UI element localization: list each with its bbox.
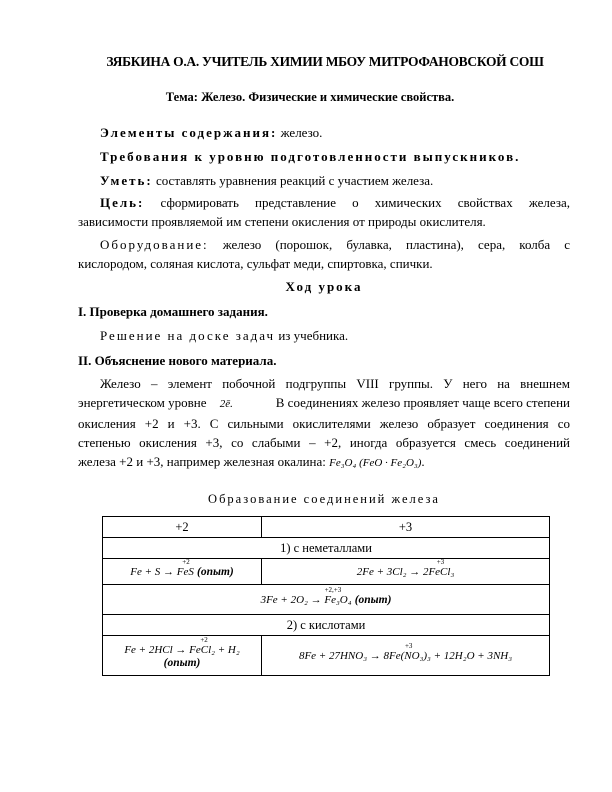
experiment-label: (опыт) xyxy=(197,566,234,578)
section-nonmetals: 1) с неметаллами xyxy=(103,538,550,559)
section-1-spaced: Решение на доске задач xyxy=(100,328,276,343)
goal-line-1 xyxy=(78,193,570,212)
goal-line-2: зависимости проявляемой им степени окисления от природы окислителя. xyxy=(78,214,486,229)
equipment-line-2: кислородом, соляная кислота, сульфат меди, спиртовка, спички. xyxy=(78,256,433,271)
table-caption-text: Образование соединений железа xyxy=(208,492,440,506)
header-ox-2: +2 xyxy=(103,517,262,538)
skills xyxy=(100,171,592,190)
electron-formula: 2ē. xyxy=(219,398,233,410)
equipment-label: Оборудование: xyxy=(100,237,209,252)
author-header: ЗЯБКИНА О.А. УЧИТЕЛЬ ХИМИИ МБОУ МИТРОФАНОВСКОЙ СОШ xyxy=(106,54,544,69)
table-section-row xyxy=(103,615,550,636)
section-2-title: II. Объяснение нового материала. xyxy=(78,353,277,368)
reaction-fe-cl2 xyxy=(262,559,550,585)
reaction-fe-hcl-formula: +2 Fe + 2HCl → FeCl₂ + H₂ xyxy=(124,636,240,656)
content-elements xyxy=(100,123,592,142)
reaction-fe-s-formula: +2 Fe + S → FeS xyxy=(130,558,194,578)
ox-state-fecl3: +3 xyxy=(436,558,445,566)
s2-line-2 xyxy=(78,393,570,414)
content-elements-label: Элементы содержания: xyxy=(100,125,278,140)
s2-line-5a: железа +2 и +3, например железная окалина: xyxy=(78,454,326,469)
table-row xyxy=(103,559,550,585)
section-acids: 2) с кислотами xyxy=(103,615,550,636)
s2-line-1: Железо – элемент побочной подгруппы VIII группы. У него на внешнем xyxy=(100,376,570,391)
goal-paragraph xyxy=(78,193,570,231)
experiment-label: (опыт) xyxy=(163,657,201,669)
s2-line-3: окисления +2 и +3. С сильными окислителями железо образует соединения со xyxy=(78,416,570,431)
equipment-line-1 xyxy=(78,235,570,254)
s2-line-2a: энергетическом уровне xyxy=(78,395,207,410)
lesson-heading-text: Ход урока xyxy=(285,279,363,294)
reaction-fe-o2 xyxy=(103,585,550,615)
goal-label: Цель: xyxy=(100,195,145,210)
table-row xyxy=(103,585,550,615)
content-elements-text: железо. xyxy=(280,125,323,140)
magnetite-formula: Fe₃O₄ (FeO · Fe₂O₃) xyxy=(329,457,422,469)
topic-text: Железо. Физические и химические свойства. xyxy=(201,90,455,104)
ox-state-fenitrate: +3 xyxy=(404,642,413,650)
ox-state-fes: +2 xyxy=(182,558,190,566)
header-ox-3: +3 xyxy=(262,517,550,538)
goal-text-1: сформировать представление о химических свойствах железа, xyxy=(160,195,571,210)
reaction-fe-o2-formula: +2,+3 3Fe + 2O₂ → Fe₃O₄ xyxy=(260,586,352,606)
table-section-row xyxy=(103,538,550,559)
equipment-text-1: железо (порошок, булавка, пластина), сера, колба с xyxy=(222,237,570,252)
experiment-label: (опыт) xyxy=(354,594,392,606)
reaction-fe-s xyxy=(103,559,262,585)
table-caption xyxy=(78,490,570,509)
s2-line-5 xyxy=(78,452,570,473)
lesson-heading xyxy=(78,277,570,296)
s2-line-4: степенью окисления +3, со слабыми – +2, иногда образуется смесь соединений xyxy=(78,435,570,450)
table-row xyxy=(103,636,550,676)
ox-state-fe3o4: +2,+3 xyxy=(324,586,342,594)
reaction-fe-hno3-formula: +3 8Fe + 27HNO₃ → 8Fe(NO₃)₃ + 12H₂O + 3NH₃ xyxy=(298,642,513,662)
skills-label: Уметь: xyxy=(100,173,153,188)
s2-line-5-end: . xyxy=(421,454,425,469)
section-2-body xyxy=(78,374,570,473)
requirements-label: Требования к уровню подготовленности выпускников. xyxy=(100,149,521,164)
section-1-title: I. Проверка домашнего задания. xyxy=(78,304,268,319)
section-1-rest: из учебника. xyxy=(278,328,349,343)
iron-compounds-table xyxy=(102,516,550,676)
ox-state-fecl2: +2 xyxy=(200,636,208,644)
skills-text: составлять уравнения реакций с участием железа. xyxy=(155,173,434,188)
topic-label: Тема: xyxy=(165,90,198,104)
s2-line-2b: В соединениях железо проявляет чаще всего степени xyxy=(275,395,570,410)
table-header-row xyxy=(103,517,550,538)
equipment-paragraph xyxy=(78,235,570,273)
lesson-topic xyxy=(100,90,520,105)
requirements xyxy=(100,147,592,166)
reaction-fe-hno3 xyxy=(262,636,550,676)
reaction-fe-cl2-formula: +3 2Fe + 3Cl₂ → 2FeCl₃ xyxy=(356,558,455,578)
section-1-text xyxy=(100,326,592,345)
reaction-fe-hcl xyxy=(103,636,262,676)
